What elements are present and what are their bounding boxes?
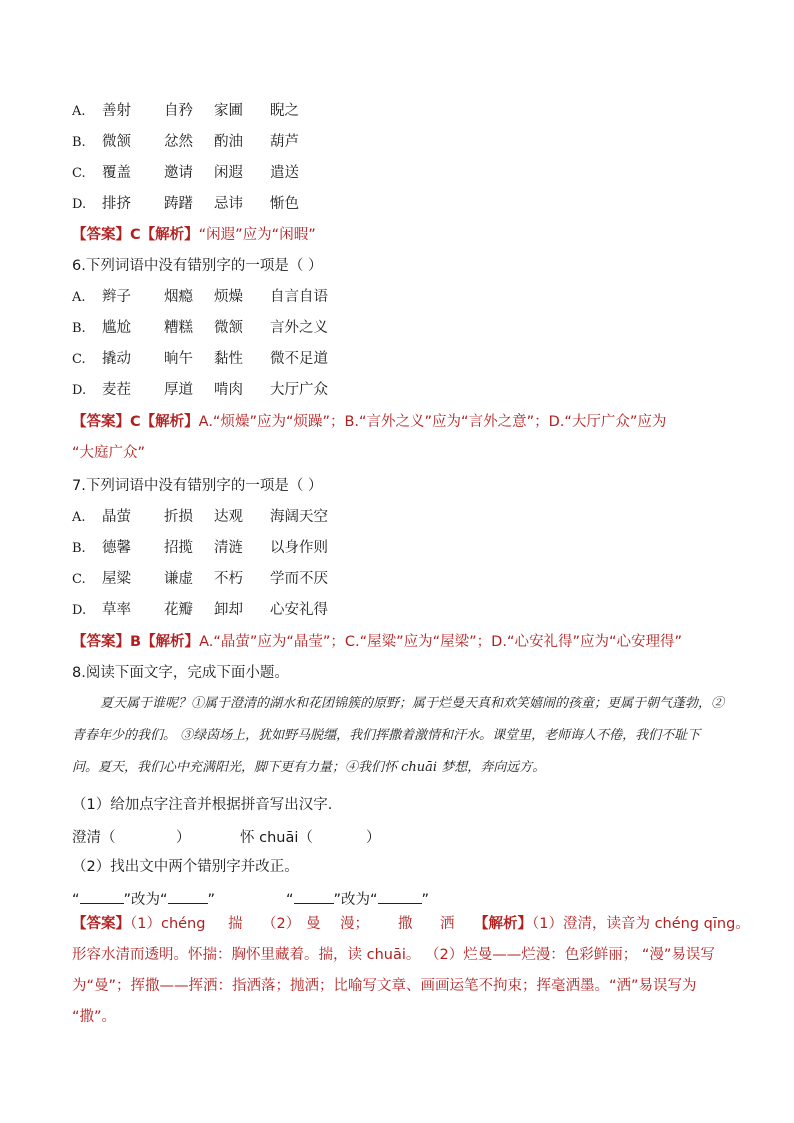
option-label: C. — [72, 572, 86, 587]
q6-option-1 — [72, 318, 632, 338]
option-word: 踌躇 — [164, 196, 193, 212]
option-word: 屋粱 — [102, 571, 131, 587]
option-word: 葫芦 — [270, 134, 299, 150]
option-word: 睨之 — [270, 103, 299, 119]
option-word: 辫子 — [102, 289, 131, 305]
answer-a5: 洒 — [440, 916, 455, 932]
option-word: 德馨 — [102, 540, 131, 556]
option-word: 言外之义 — [270, 320, 328, 336]
fill-a-close: ） — [176, 830, 191, 846]
q8-answer — [72, 912, 205, 933]
fix-1-wrong-blank[interactable] — [80, 889, 124, 904]
option-word: 大厅广众 — [270, 382, 328, 398]
option-label: A. — [72, 104, 86, 119]
answer-tag: 【答案】 — [72, 916, 130, 932]
fix-1-open: “ — [72, 892, 80, 908]
q7-option-2 — [72, 569, 632, 589]
q8-stem: 8.阅读下面文字，完成下面小题。 — [72, 665, 289, 681]
analysis-text: A.“烦燥”应为“烦躁”；B.“言外之义”应为“言外之意”；D.“大厅广众”应为 — [198, 414, 667, 430]
option-label: C. — [72, 352, 86, 367]
fix-2-right-blank[interactable] — [378, 889, 422, 904]
option-word: 微颔 — [214, 320, 243, 336]
answer-explain — [474, 912, 750, 933]
option-word: 忌讳 — [214, 196, 243, 212]
option-word: 花瓣 — [164, 602, 193, 618]
option-word: 晶萤 — [102, 509, 131, 525]
option-word: 惭色 — [270, 196, 299, 212]
option-word: 烟瘾 — [164, 289, 193, 305]
fill-a-label: 澄清（ — [72, 830, 116, 846]
answer-line4: “撒”。 — [72, 1009, 117, 1025]
option-word: 折损 — [164, 509, 193, 525]
answer-line2: 形容水清而透明。怀揣：胸怀里藏着。揣，读 chuāi。 （2）烂曼——烂漫：色彩鲜丽； “漫”易误写 — [72, 947, 715, 963]
q7-option-0 — [72, 507, 632, 527]
q6-option-3 — [72, 380, 632, 400]
option-word: 覆盖 — [102, 165, 131, 181]
option-word: 微不足道 — [270, 351, 328, 367]
option-word: 啃肉 — [214, 382, 243, 398]
option-word: 清涟 — [214, 540, 243, 556]
q6-answer — [72, 412, 666, 432]
answer-tag: 【答案】 — [72, 634, 130, 650]
option-label: C. — [72, 166, 86, 181]
option-word: 糟糕 — [164, 320, 193, 336]
option-word: 尴尬 — [102, 320, 131, 336]
option-label: B. — [72, 541, 86, 556]
fix-2-open: “ — [286, 892, 294, 908]
option-word: 学而不厌 — [270, 571, 328, 587]
answer-a3: 漫； — [340, 916, 369, 932]
q6-option-0 — [72, 287, 632, 307]
q7-option-1 — [72, 538, 632, 558]
answer-choice: C — [130, 227, 141, 243]
q7-answer — [72, 632, 682, 652]
answer-part1: （1）chéng — [130, 916, 206, 932]
analysis-tag: 【解析】 — [474, 916, 532, 932]
answer-choice: B — [130, 634, 142, 650]
analysis-text: （1）澄清，读音为 chéng qīng。 — [532, 916, 750, 932]
q6-stem: 6.下列词语中没有错别字的一项是（ ） — [72, 258, 323, 274]
q7-stem: 7.下列词语中没有错别字的一项是（ ） — [72, 478, 323, 494]
option-word: 自言自语 — [270, 289, 328, 305]
option-label: D. — [72, 383, 87, 398]
fill-b-label: 怀 chuāi（ — [240, 830, 313, 846]
fix-1-close: ” — [207, 892, 216, 908]
fix-1-mid: ”改为“ — [123, 892, 168, 908]
option-word: 自矜 — [164, 103, 193, 119]
option-word: 忿然 — [164, 134, 193, 150]
answer-choice: C — [130, 414, 141, 430]
answer-tag: 【答案】 — [72, 227, 130, 243]
answer-a4: 撒 — [398, 916, 413, 932]
option-word: 撬动 — [102, 351, 131, 367]
analysis-text: “闲遐”应为“闲暇” — [198, 227, 316, 243]
option-word: 晌午 — [164, 351, 193, 367]
option-word: 家圃 — [214, 103, 243, 119]
option-word: 不朽 — [214, 571, 243, 587]
answer-line3: 为“曼”；挥撒——挥洒：指洒落；抛洒；比喻写文章、画画运笔不拘束；挥毫洒墨。“洒”易误写为 — [72, 978, 697, 994]
option-word: 麦茬 — [102, 382, 131, 398]
q6-answer-cont: “大庭广众” — [72, 445, 146, 461]
option-word: 心安礼得 — [270, 602, 328, 618]
q5-option-3 — [72, 194, 632, 214]
q8-sub2: （2）找出文中两个错别字并改正。 — [72, 859, 299, 875]
fix-1 — [72, 888, 215, 909]
q5-option-0 — [72, 101, 632, 121]
option-word: 排挤 — [102, 196, 131, 212]
q8-sub1: （1）给加点字注音并根据拼音写出汉字. — [72, 797, 333, 813]
option-label: D. — [72, 197, 87, 212]
option-word: 招揽 — [164, 540, 193, 556]
option-word: 微颔 — [102, 134, 131, 150]
q6-option-2 — [72, 349, 632, 369]
option-word: 草率 — [102, 602, 131, 618]
answer-tag: 【答案】 — [72, 414, 130, 430]
option-word: 卸却 — [214, 602, 243, 618]
fix-1-right-blank[interactable] — [168, 889, 208, 904]
q5-option-1 — [72, 132, 632, 152]
answer-a2: 曼 — [306, 916, 321, 932]
option-word: 以身作则 — [270, 540, 328, 556]
analysis-text: A.“晶萤”应为“晶莹”；C.“屋粱”应为“屋梁”；D.“心安礼得”应为“心安理得” — [199, 634, 682, 650]
option-word: 厚道 — [164, 382, 193, 398]
option-label: B. — [72, 321, 86, 336]
analysis-tag: 【解析】 — [140, 414, 199, 430]
option-word: 善射 — [102, 103, 131, 119]
analysis-tag: 【解析】 — [141, 634, 200, 650]
answer-a1: 揣 — [228, 916, 243, 932]
option-word: 达观 — [214, 509, 243, 525]
option-word: 邀请 — [164, 165, 193, 181]
option-label: A. — [72, 510, 86, 525]
option-word: 烦燥 — [214, 289, 243, 305]
fill-b-close: ） — [366, 830, 381, 846]
answer-part2: （2） — [262, 916, 301, 932]
fix-2-mid: ”改为“ — [333, 892, 378, 908]
option-word: 闲遐 — [214, 165, 243, 181]
fix-2 — [286, 888, 429, 909]
fix-2-wrong-blank[interactable] — [294, 889, 334, 904]
option-word: 酌油 — [214, 134, 243, 150]
option-word: 遣送 — [270, 165, 299, 181]
option-word: 海阔天空 — [270, 509, 328, 525]
option-word: 黏性 — [214, 351, 243, 367]
option-word: 谦虚 — [164, 571, 193, 587]
q8-passage: 夏天属于谁呢？①属于澄清的湖水和花团锦簇的原野；属于烂曼天真和欢笑嬉闹的孩童；更属于朝气蓬勃，②青春年少的我们。 ③绿茵场上，犹如野马脱缰，我们挥撒着激情和汗水。课堂里，老师诲人不倦，我们不耻下问。夏天，我们心中充满阳光，脚下更有力量；④我们怀 chuāi 梦想，奔向远方。 — [72, 696, 725, 775]
fix-2-close: ” — [421, 892, 430, 908]
option-label: B. — [72, 135, 86, 150]
q7-option-3 — [72, 600, 632, 620]
analysis-tag: 【解析】 — [140, 227, 199, 243]
q5-answer — [72, 225, 316, 245]
q5-option-2 — [72, 163, 632, 183]
option-label: D. — [72, 603, 87, 618]
option-label: A. — [72, 290, 86, 305]
